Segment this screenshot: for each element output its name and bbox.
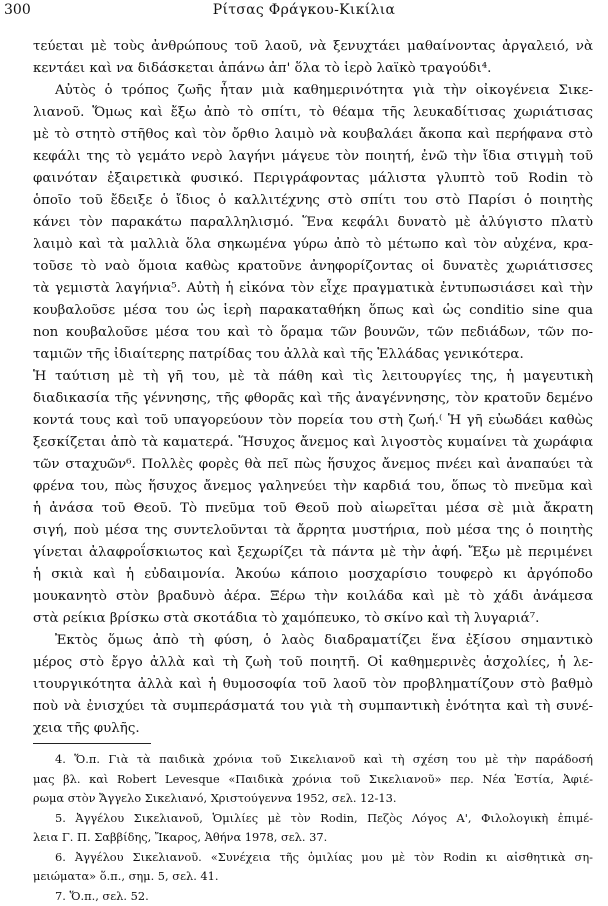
body-line: ταμιῶν τῆς ἰδιαίτερης πατρίδας του ἀλλὰ καὶ τῆς Ἑλλάδας γενικότερα. — [33, 344, 593, 366]
body-line: γίνεται ἀλαφροΐσκιωτος καὶ ξεχωρίζει τὰ πάντα μὲ τὴν ἀφή. Ἔξω μὲ περιμένει — [33, 542, 593, 564]
body-line: ἡ ἀνάσα τοῦ Θεοῦ. Τὸ πνεῦμα τοῦ Θεοῦ ποὺ αἰωρεῖται μέσα σὲ μιὰ ἄκρατη — [33, 498, 593, 520]
body-line: ιτουργικότητα ἀλλὰ καὶ ἡ θυμοσοφία τοῦ λαοῦ τὸν προβληματίζουν στὸ βαθμὸ — [33, 674, 593, 696]
body-line: τεύεται μὲ τοὺς ἀνθρώπους τοῦ λαοῦ, νὰ ξενυχτάει μαθαίνοντας ἀργαλειό, νὰ — [33, 36, 593, 58]
body-line: χεια τῆς φυλῆς. — [33, 718, 593, 740]
body-line: μέρος στὸ ἔργο ἀλλὰ καὶ τὴ ζωὴ τοῦ ποιητῆ. Οἱ καθημερινὲς ἀσχολίες, ἡ λε- — [33, 652, 593, 674]
body-line: κάνει τὸν παρακάτω παραλληλισμό. Ἕνα κεφάλι δυνατὸ μὲ ἀλύγιστο πλατὺ — [33, 212, 593, 234]
footnote-line: λεια Γ. Π. Σαββίδης, Ἴκαρος, Ἀθήνα 1978, σελ. 37. — [33, 828, 593, 848]
body-line: Αὐτὸς ὁ τρόπος ζωῆς ἦταν μιὰ καθημερινότητα γιὰ τὴν οἰκογένεια Σικε- — [33, 80, 593, 102]
footnote-line: ρωμα στὸν Ἄγγελο Σικελιανό, Χριστούγεννα 1952, σελ. 12-13. — [33, 789, 593, 809]
running-head: Ρίτσας Φράγκου-Κικίλια — [0, 2, 608, 18]
body-line: ὁποῖο τοῦ ἔδειξε ὁ ἴδιος ὁ καλλιτέχνης στὸ σπίτι του στὸ Παρίσι ὁ ποιητὴς — [33, 190, 593, 212]
body-line: ἡ σκιὰ καὶ ἡ εὐδαιμονία. Ἀκούω κάποιο μοσχαρίσιο τουφερὸ κι ἀργόποδο — [33, 564, 593, 586]
body-line: κοντά τους καὶ τοῦ υπαγορεύουν τὸν πορεία του στὴ ζωή.⁽ Ἡ γῆ εὐωδάει καθὼς — [33, 410, 593, 432]
body-line: κεφάλι της τὸ γεμάτο νερὸ λαγήνι μάγευε τὸν ποιητή, ἐνῶ τὴν ἴδια στιγμὴ τοῦ — [33, 146, 593, 168]
body-line: ξεσκίζεται ἀπὸ τὰ καματερά. Ἥσυχος ἄνεμος καὶ λιγοστὸς κυμαίνει τὰ χωράφια — [33, 432, 593, 454]
body-line: non κουβαλοῦσε μέσα του καὶ τὸ ὅραμα τῶν βουνῶν, τῶν πεδιάδων, τῶν πο- — [33, 322, 593, 344]
footnotes — [33, 750, 593, 906]
footnote-rule — [33, 743, 151, 744]
footnote-line: μας βλ. καὶ Robert Levesque «Παιδικὰ χρόνια τοῦ Σικελιανοῦ» περ. Νέα Ἑστία, Ἀφιέ- — [33, 770, 593, 790]
page-header — [0, 0, 608, 22]
footnote-line: μειώματα» ὅ.π., σημ. 5, σελ. 41. — [33, 867, 593, 887]
body-line: λιανοῦ. Ὅμως καὶ ἔξω ἀπὸ τὸ σπίτι, τὸ θέαμα τῆς λευκαδίτισας χωριάτισας — [33, 102, 593, 124]
body-line: Ἐκτὸς ὅμως ἀπὸ τὴ φύση, ὁ λαὸς διαδραματίζει ἕνα ἐξίσου σημαντικὸ — [33, 630, 593, 652]
body-line: κεντάει καὶ να διδάσκεται ἀπάνω ἀπ' ὅλα τὸ ἱερὸ λαϊκὸ τραγούδι⁴. — [33, 58, 593, 80]
body-line: στὰ ρείκια βρίσκω στὰ σκοτάδια τὸ χαμόπευκο, τὸ σκίνο καὶ τὴ λυγαριά⁷. — [33, 608, 593, 630]
body-line: τῶν σταχυῶν⁶. Πολλὲς φορὲς θὰ πεῖ πὼς ἥσυχος ἄνεμος πνέει καὶ ἀναπαύει τὰ — [33, 454, 593, 476]
page-number: 300 — [4, 2, 31, 18]
body-line: σιγή, ποὺ μέσα της συντελοῦνται τὰ ἄρρητα μυστήρια, ποὺ μέσα της ὁ ποιητὴς — [33, 520, 593, 542]
footnote-line: 6. Ἀγγέλου Σικελιανοῦ. «Συνέχεια τῆς ὁμιλίας μου μὲ τὸν Rodin κι αἰσθητικὰ ση- — [33, 848, 593, 868]
footnote-line: 7. Ὅ.π., σελ. 52. — [33, 887, 593, 906]
body-line: τὰ γεμιστὰ λαγήνια⁵. Αὐτὴ ἡ εἰκόνα τὸν εἶχε πραγματικὰ ἐντυπωσιάσει καὶ τὴν — [33, 278, 593, 300]
body-line: μὲ τὸ στητὸ στῆθος καὶ τὸν ὄρθιο λαιμὸ νὰ κουβαλάει ἄκοπα καὶ περήφανα στὸ — [33, 124, 593, 146]
footnote-line: 4. Ὅ.π. Γιὰ τὰ παιδικὰ χρόνια τοῦ Σικελιανοῦ καὶ τὴ σχέση του μὲ τὴν παράδοσή — [33, 750, 593, 770]
body-text — [33, 36, 593, 740]
body-line: λαιμὸ καὶ τὰ μαλλιὰ ὅλα σηκωμένα γύρω ἀπὸ τὸ μέτωπο καὶ τὸν αὐχένα, κρα- — [33, 234, 593, 256]
body-line: διαδικασία τῆς γέννησης, τῆς φθορᾶς καὶ τῆς ἀναγέννησης, τὸν κρατοῦν δεμένο — [33, 388, 593, 410]
body-line: κουβαλοῦσε μέσα του ὡς ἱερὴ παρακαταθήκη ὅπως καὶ ὡς conditio sine qua — [33, 300, 593, 322]
body-line: τοῦσε τὸ ναὸ ὅμοια καθὼς κρατοῦνε ἀνηφορίζοντας οἱ δυνατὲς χωριάτισσες — [33, 256, 593, 278]
footnote-line: 5. Ἀγγέλου Σικελιανοῦ, Ὁμιλίες μὲ τὸν Rodin, Πεζὸς Λόγος Α', Φιλολογικὴ ἐπιμέ- — [33, 809, 593, 829]
body-line: φρένα του, πὼς ἥσυχος ἄνεμος γαληνεύει τὴν καρδιά του, ὅπως τὸ πνεῦμα καὶ — [33, 476, 593, 498]
body-line: φαινόταν ἐξαιρετικὰ φυσικό. Περιγράφοντας μάλιστα γλυπτὸ τοῦ Rodin τὸ — [33, 168, 593, 190]
body-line: ποὺ νὰ ἐνισχύει τὰ συμπεράσματά του γιὰ τὴ συμπαντικὴ ἑνότητα καὶ τὴ συνέ- — [33, 696, 593, 718]
body-line: Ἡ ταύτιση μὲ τὴ γῆ του, μὲ τὰ πάθη καὶ τὶς λειτουργίες της, ἡ μαγευτικὴ — [33, 366, 593, 388]
body-line: μουκανητὸ στὸν βραδυνὸ ἀέρα. Ξέρω τὴν κοιλάδα καὶ μὲ τὸ χάδι ἀνάμεσα — [33, 586, 593, 608]
